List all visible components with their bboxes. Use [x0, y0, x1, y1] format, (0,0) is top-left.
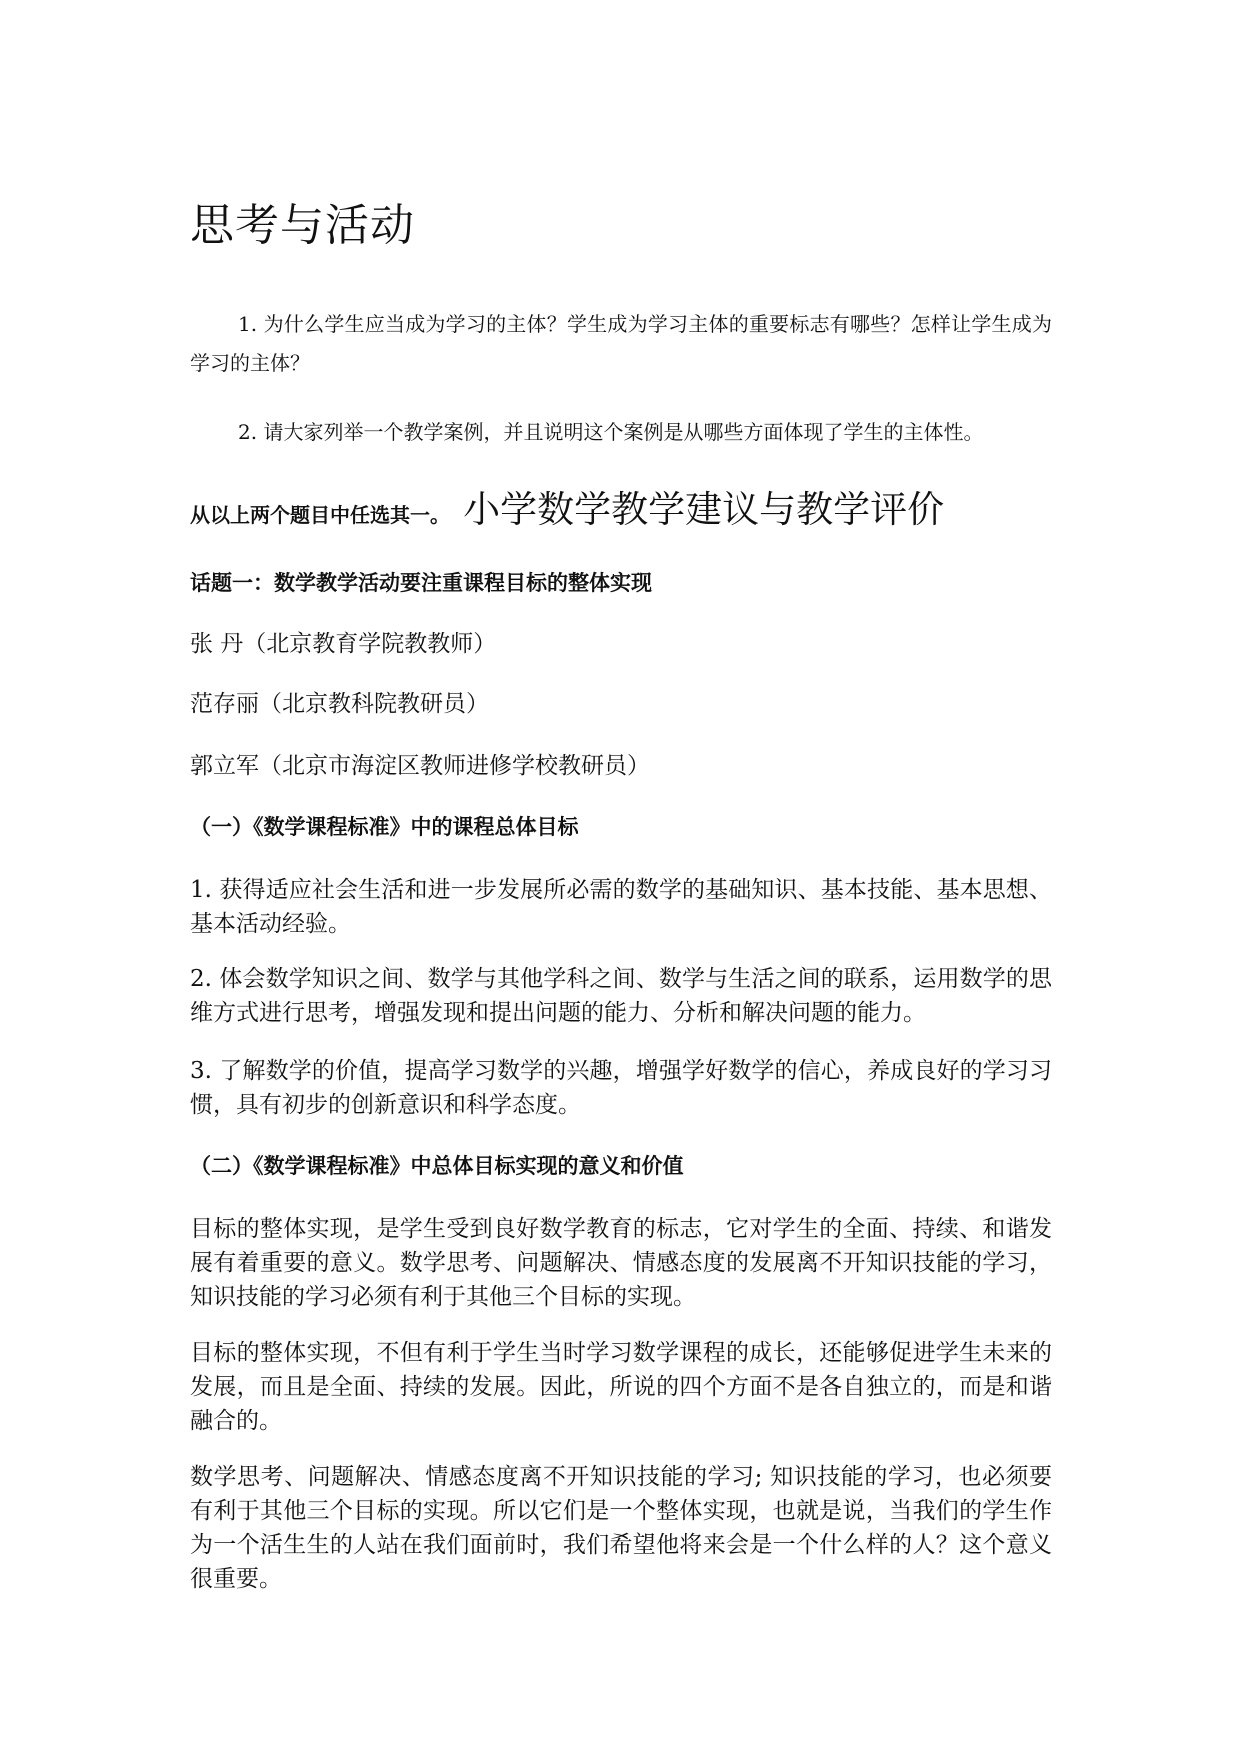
goal-item: 1. 获得适应社会生活和进一步发展所必需的数学的基础知识、基本技能、基本思想、基本活动经验。 [190, 877, 1052, 937]
choose-line [190, 483, 1052, 537]
page-heading: 思考与活动 [190, 200, 415, 251]
topic-heading: 话题一：数学教学活动要注重课程目标的整体实现 [190, 571, 652, 595]
body-paragraph: 数学思考、问题解决、情感态度离不开知识技能的学习; 知识技能的学习，也必须要有利于其他三个目标的实现。所以它们是一个整体实现，也就是说，当我们的学生作为一个活生生的人站在我们面前时，我们希望他将来会是一个什么样的人？这个意义很重要。 [190, 1464, 1052, 1592]
question-2: 2. 请大家列举一个教学案例，并且说明这个案例是从哪些方面体现了学生的主体性。 [238, 420, 984, 444]
question-1: 1. 为什么学生应当成为学习的主体？学生成为学习主体的重要标志有哪些？怎样让学生成为学习的主体？ [190, 312, 1052, 375]
author-line: 张 丹（北京教育学院教教师） [190, 631, 497, 657]
goal-item: 3. 了解数学的价值，提高学习数学的兴趣，增强学好数学的信心，养成良好的学习习惯，具有初步的创新意识和科学态度。 [190, 1058, 1052, 1118]
body-paragraph: 目标的整体实现，是学生受到良好数学教育的标志，它对学生的全面、持续、和谐发展有着重要的意义。数学思考、问题解决、情感态度的发展离不开知识技能的学习，知识技能的学习必须有利于其他三个目标的实现。 [190, 1216, 1052, 1310]
body-paragraph: 目标的整体实现，不但有利于学生当时学习数学课程的成长，还能够促进学生未来的发展，而且是全面、持续的发展。因此，所说的四个方面不是各自独立的，而是和谐融合的。 [190, 1340, 1052, 1434]
section-heading-2: （二）《数学课程标准》中总体目标实现的意义和价值 [190, 1154, 684, 1178]
author-line: 郭立军（北京市海淀区教师进修学校教研员） [190, 753, 650, 779]
author-line: 范存丽（北京教科院教研员） [190, 691, 489, 717]
goal-item: 2. 体会数学知识之间、数学与其他学科之间、数学与生活之间的联系，运用数学的思维方式进行思考，增强发现和提出问题的能力、分析和解决问题的能力。 [190, 966, 1052, 1026]
article-title: 小学数学教学建议与教学评价 [463, 488, 945, 531]
section-heading-1: （一）《数学课程标准》中的课程总体目标 [190, 815, 579, 839]
choose-instruction: 从以上两个题目中任选其一。 [190, 503, 450, 527]
